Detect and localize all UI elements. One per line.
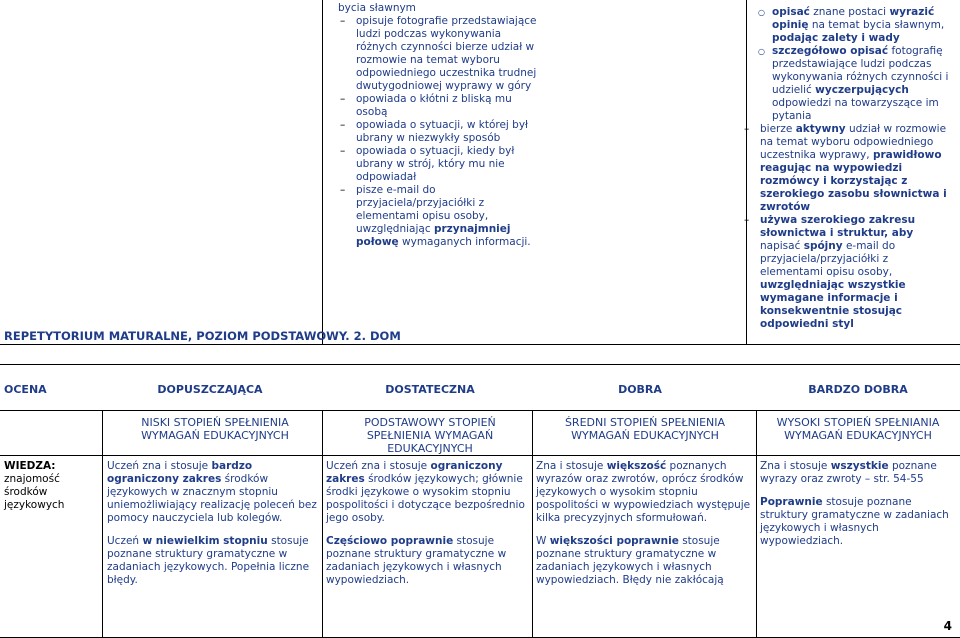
text: Zna i stosuje: [536, 460, 604, 472]
text: poznane wyrazy oraz zwroty – str. 54-55: [760, 460, 937, 485]
text: stosuje poznane struktury gramatyczne w zadaniach językowych i własnych wypowiedziach. Błędy nie zakłócają: [536, 535, 724, 586]
divider: [102, 410, 103, 637]
divider: [0, 455, 960, 456]
right-bullet: [756, 45, 952, 123]
divider: [322, 0, 323, 344]
cell-wysoki: [760, 460, 956, 558]
wiedza-sub: znajomość środków językowych: [4, 473, 65, 511]
bold-text: podając zalety i wady: [772, 32, 900, 44]
text: na temat bycia sławnym,: [811, 19, 945, 31]
mid-tail: wymaganych informacji.: [402, 236, 531, 248]
bold-text: szczegółowo opisać: [772, 45, 889, 57]
bold-text: większości poprawnie: [549, 535, 679, 547]
mid-item: – opowiada o sytuacji, kiedy był ubrany w strój, który mu nie odpowiadał: [338, 145, 538, 184]
text: stosuje poznane struktury gramatyczne w zadaniach językowych i własnych wypowiedziach.: [760, 496, 949, 547]
mid-line0: bycia sławnym: [338, 2, 416, 14]
bold-text: uwzględniając wszystkie wymagane informacje i konsekwentnie stosując odpowiedni styl: [760, 279, 906, 330]
level-header: NISKI STOPIEŃ SPEŁNIENIA WYMAGAŃ EDUKACYJNYCH: [141, 416, 289, 442]
mid-list: [338, 15, 538, 249]
wiedza-title: WIEDZA:: [4, 460, 56, 472]
divider: [322, 410, 323, 637]
text: odpowiedzi na towarzyszące im pytania: [772, 97, 939, 122]
text: środków językowych w znacznym stopniu uniemożliwiający realizację poleceń bez pomocy nauczyciela lub kolegów.: [107, 473, 317, 524]
divider: [756, 410, 757, 637]
cell-niski: [107, 460, 319, 597]
grade-label: DOPUSZCZAJĄCA: [157, 383, 263, 396]
text: Zna i stosuje: [760, 460, 828, 472]
bold-text: bardzo ograniczony zakres: [107, 460, 253, 485]
bold-text: większość: [606, 460, 667, 472]
right-dashes: [742, 123, 952, 331]
text: stosuje poznane struktury gramatyczne w zadaniach językowych. Popełnia liczne błędy.: [107, 535, 310, 586]
level-header: WYSOKI STOPIEŃ SPEŁNIANIA WYMAGAŃ EDUKACYJNYCH: [776, 416, 940, 442]
divider: [0, 410, 960, 411]
right-bullet: [756, 6, 952, 45]
grade-label: DOBRA: [618, 383, 662, 396]
bold-text: opisać: [772, 6, 810, 18]
bold-text: ograniczony zakres: [326, 460, 503, 485]
mid-item: – opowiada o sytuacji, w której był ubrany w niezwykły sposób: [338, 119, 538, 145]
cell-podstawowy: [326, 460, 529, 597]
text: środków językowych; głównie środki językowe o wysokim stopniu pospolitości i dotyczące bezpośrednio jego osoby.: [326, 473, 525, 524]
grade-label: DOSTATECZNA: [385, 383, 475, 396]
mid-item: – opisuje fotografie przedstawiające ludzi podczas wykonywania różnych czynności bierze udział w rozmowie na temat wyboru odpowiedniego uczestnika trudnej dwutygodniowej wyprawy w góry: [338, 15, 538, 93]
text: Uczeń: [107, 535, 140, 547]
mid-column: [338, 2, 538, 249]
divider: [0, 364, 960, 365]
cell-sredni: [536, 460, 753, 597]
page-number: 4: [943, 619, 952, 633]
mid-bold: połowę: [356, 236, 399, 248]
bold-text: spójny: [803, 240, 843, 252]
bold-text: prawidłowo reagując na wypowiedzi rozmówcy i korzystając z szerokiego zasobu słownictwa i zwrotów: [760, 149, 947, 213]
bold-text: Częściowo poprawnie: [326, 535, 454, 547]
level-header: PODSTAWOWY STOPIEŃ SPEŁNIENIA WYMAGAŃ EDUKACYJNYCH: [364, 416, 496, 455]
bold-text: wszystkie: [830, 460, 889, 472]
mid-item-text: pisze e-mail do przyjaciela/przyjaciółki z elementami opisu osoby, uwzględniając: [356, 184, 489, 235]
mid-item: [338, 184, 538, 249]
text: napisać: [760, 240, 801, 252]
text: znane postaci: [813, 6, 887, 18]
bold-text: wyczerpujących: [815, 84, 909, 96]
wiedza-label: [4, 460, 98, 512]
right-dash: [742, 123, 952, 214]
text: W: [536, 535, 547, 547]
text: poznanych wyrazów oraz zwrotów, oprócz środków językowych o wysokim stopniu pospolitości w wypowiedziach występuje kilka precyzyjnych sformułowań.: [536, 460, 751, 524]
ocena-label: OCENA: [4, 383, 47, 396]
right-bullets: [756, 6, 952, 123]
text: Uczeń zna i stosuje: [326, 460, 428, 472]
right-column: [756, 6, 952, 331]
divider: [532, 410, 533, 637]
mid-bold: przynajmniej: [433, 223, 511, 235]
bold-text: aktywny: [795, 123, 846, 135]
text: e-mail do przyjaciela/przyjaciółki z elementami opisu osoby,: [760, 240, 896, 278]
level-header: ŚREDNI STOPIEŃ SPEŁNIENIA WYMAGAŃ EDUKACYJNYCH: [564, 416, 726, 442]
text: fotografię przedstawiające ludzi podczas wykonywania różnych czynności i udzielić: [772, 45, 949, 96]
text: stosuje poznane struktury gramatyczne w zadaniach językowych i własnych wypowiedziach.: [326, 535, 507, 586]
section-footer-label: REPETYTORIUM MATURALNE, POZIOM PODSTAWOWY. 2. DOM: [4, 329, 401, 343]
text: Uczeń zna i stosuje: [107, 460, 209, 472]
divider: [0, 344, 960, 345]
text: bierze: [760, 123, 793, 135]
bold-text: w niewielkim stopniu: [142, 535, 268, 547]
right-dash: [742, 214, 952, 331]
bold-text: wyrazić opinię: [772, 6, 935, 31]
text: udział w rozmowie na temat wyboru odpowiedniego uczestnika wyprawy,: [760, 123, 947, 161]
bold-text: Poprawnie: [760, 496, 823, 508]
mid-item: – opowiada o kłótni z bliską mu osobą: [338, 93, 538, 119]
bold-text: używa szerokiego zakresu słownictwa i struktur, aby: [760, 214, 916, 239]
grade-label: BARDZO DOBRA: [808, 383, 908, 396]
